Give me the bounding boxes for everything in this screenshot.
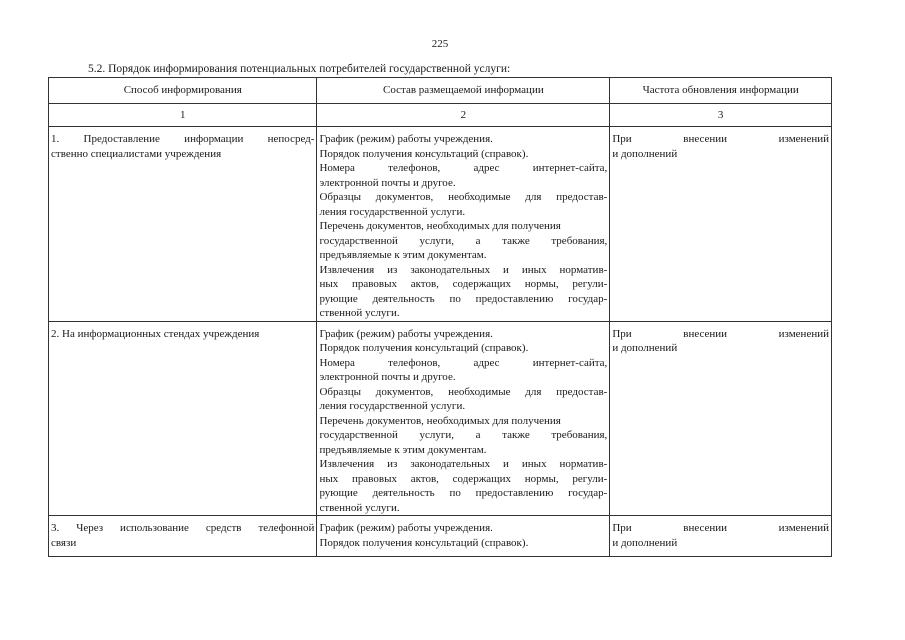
method-cell — [49, 516, 317, 557]
content-cell-line: ления государственной услуги. — [319, 400, 466, 412]
content-cell-line: График (режим) работы учреждения. — [319, 133, 493, 145]
content-cell-line: ных правовых актов, содержащих нормы, регули- — [319, 472, 608, 485]
content-cell — [317, 321, 610, 516]
content-cell-line: Номера телефонов, адрес интернет-сайта, — [319, 162, 608, 174]
content-cell-line: Порядок получения консультаций (справок). — [319, 536, 529, 549]
column-number: 1 — [49, 104, 317, 127]
method-cell-line: 1. Предоставление информации непосред- — [51, 133, 315, 145]
column-number: 2 — [317, 104, 610, 127]
method-cell-line: 3. Через использование средств телефонной — [51, 522, 315, 534]
content-cell-line: График (режим) работы учреждения. — [319, 522, 493, 534]
frequency-cell — [610, 321, 832, 516]
section-title: 5.2. Порядок информирования потенциальных потребителей государственной услуги: — [88, 63, 511, 75]
column-number: 3 — [610, 104, 832, 127]
content-cell-line: Перечень документов, необходимых для получения — [319, 414, 561, 427]
content-cell-line: ления государственной услуги. — [319, 205, 466, 218]
content-cell-line: ственной услуги. — [319, 307, 400, 319]
content-cell-line: государственной услуги, а также требования, — [319, 234, 608, 247]
content-cell-line: рующие деятельность по предоставлению государ- — [319, 292, 608, 305]
content-cell-line: рующие деятельность по предоставлению государ- — [319, 487, 608, 499]
table-header-row — [49, 78, 832, 104]
method-cell-line: 2. На информационных стендах учреждения — [51, 327, 260, 340]
content-cell-line: государственной услуги, а также требования, — [319, 429, 608, 441]
method-cell-line: связи — [51, 536, 77, 549]
table-row — [49, 516, 832, 557]
frequency-cell-line: При внесении изменений — [612, 522, 829, 534]
content-cell-line: электронной почты и другое. — [319, 371, 456, 383]
frequency-cell — [610, 516, 832, 557]
content-cell-line: Порядок получения консультаций (справок). — [319, 147, 529, 160]
header-content: Состав размещаемой информации — [317, 78, 610, 104]
content-cell-line: Образцы документов, необходимые для предостав- — [319, 191, 608, 203]
content-cell-line: Порядок получения консультаций (справок). — [319, 342, 529, 354]
content-cell-line: Образцы документов, необходимые для предостав- — [319, 385, 608, 398]
table-row — [49, 321, 832, 516]
information-table — [48, 77, 832, 557]
frequency-cell-line: и дополнений — [612, 342, 678, 354]
content-cell-line: Извлечения из законодательных и иных норматив- — [319, 263, 608, 276]
method-cell — [49, 321, 317, 516]
content-cell-line: ных правовых актов, содержащих нормы, регули- — [319, 278, 608, 290]
content-cell-line: Перечень документов, необходимых для получения — [319, 220, 561, 232]
method-cell — [49, 127, 317, 322]
page-number: 225 — [431, 38, 449, 50]
content-cell — [317, 516, 610, 557]
content-cell-line: электронной почты и другое. — [319, 176, 456, 189]
content-cell-line: предъявляемые к этим документам. — [319, 443, 487, 456]
frequency-cell-line: и дополнений — [612, 536, 678, 549]
frequency-cell-line: При внесении изменений — [612, 133, 829, 145]
frequency-cell — [610, 127, 832, 322]
header-method: Способ информирования — [49, 78, 317, 104]
content-cell-line: предъявляемые к этим документам. — [319, 249, 487, 261]
content-cell-line: Извлечения из законодательных и иных норматив- — [319, 458, 608, 470]
frequency-cell-line: и дополнений — [612, 147, 678, 160]
content-cell — [317, 127, 610, 322]
content-cell-line: ственной услуги. — [319, 501, 400, 514]
table-row — [49, 127, 832, 322]
method-cell-line: ственно специалистами учреждения — [51, 147, 222, 160]
header-frequency: Частота обновления информации — [610, 78, 832, 104]
frequency-cell-line: При внесении изменений — [612, 327, 829, 340]
content-cell-line: График (режим) работы учреждения. — [319, 327, 493, 340]
column-number-row — [49, 104, 832, 127]
content-cell-line: Номера телефонов, адрес интернет-сайта, — [319, 356, 608, 369]
